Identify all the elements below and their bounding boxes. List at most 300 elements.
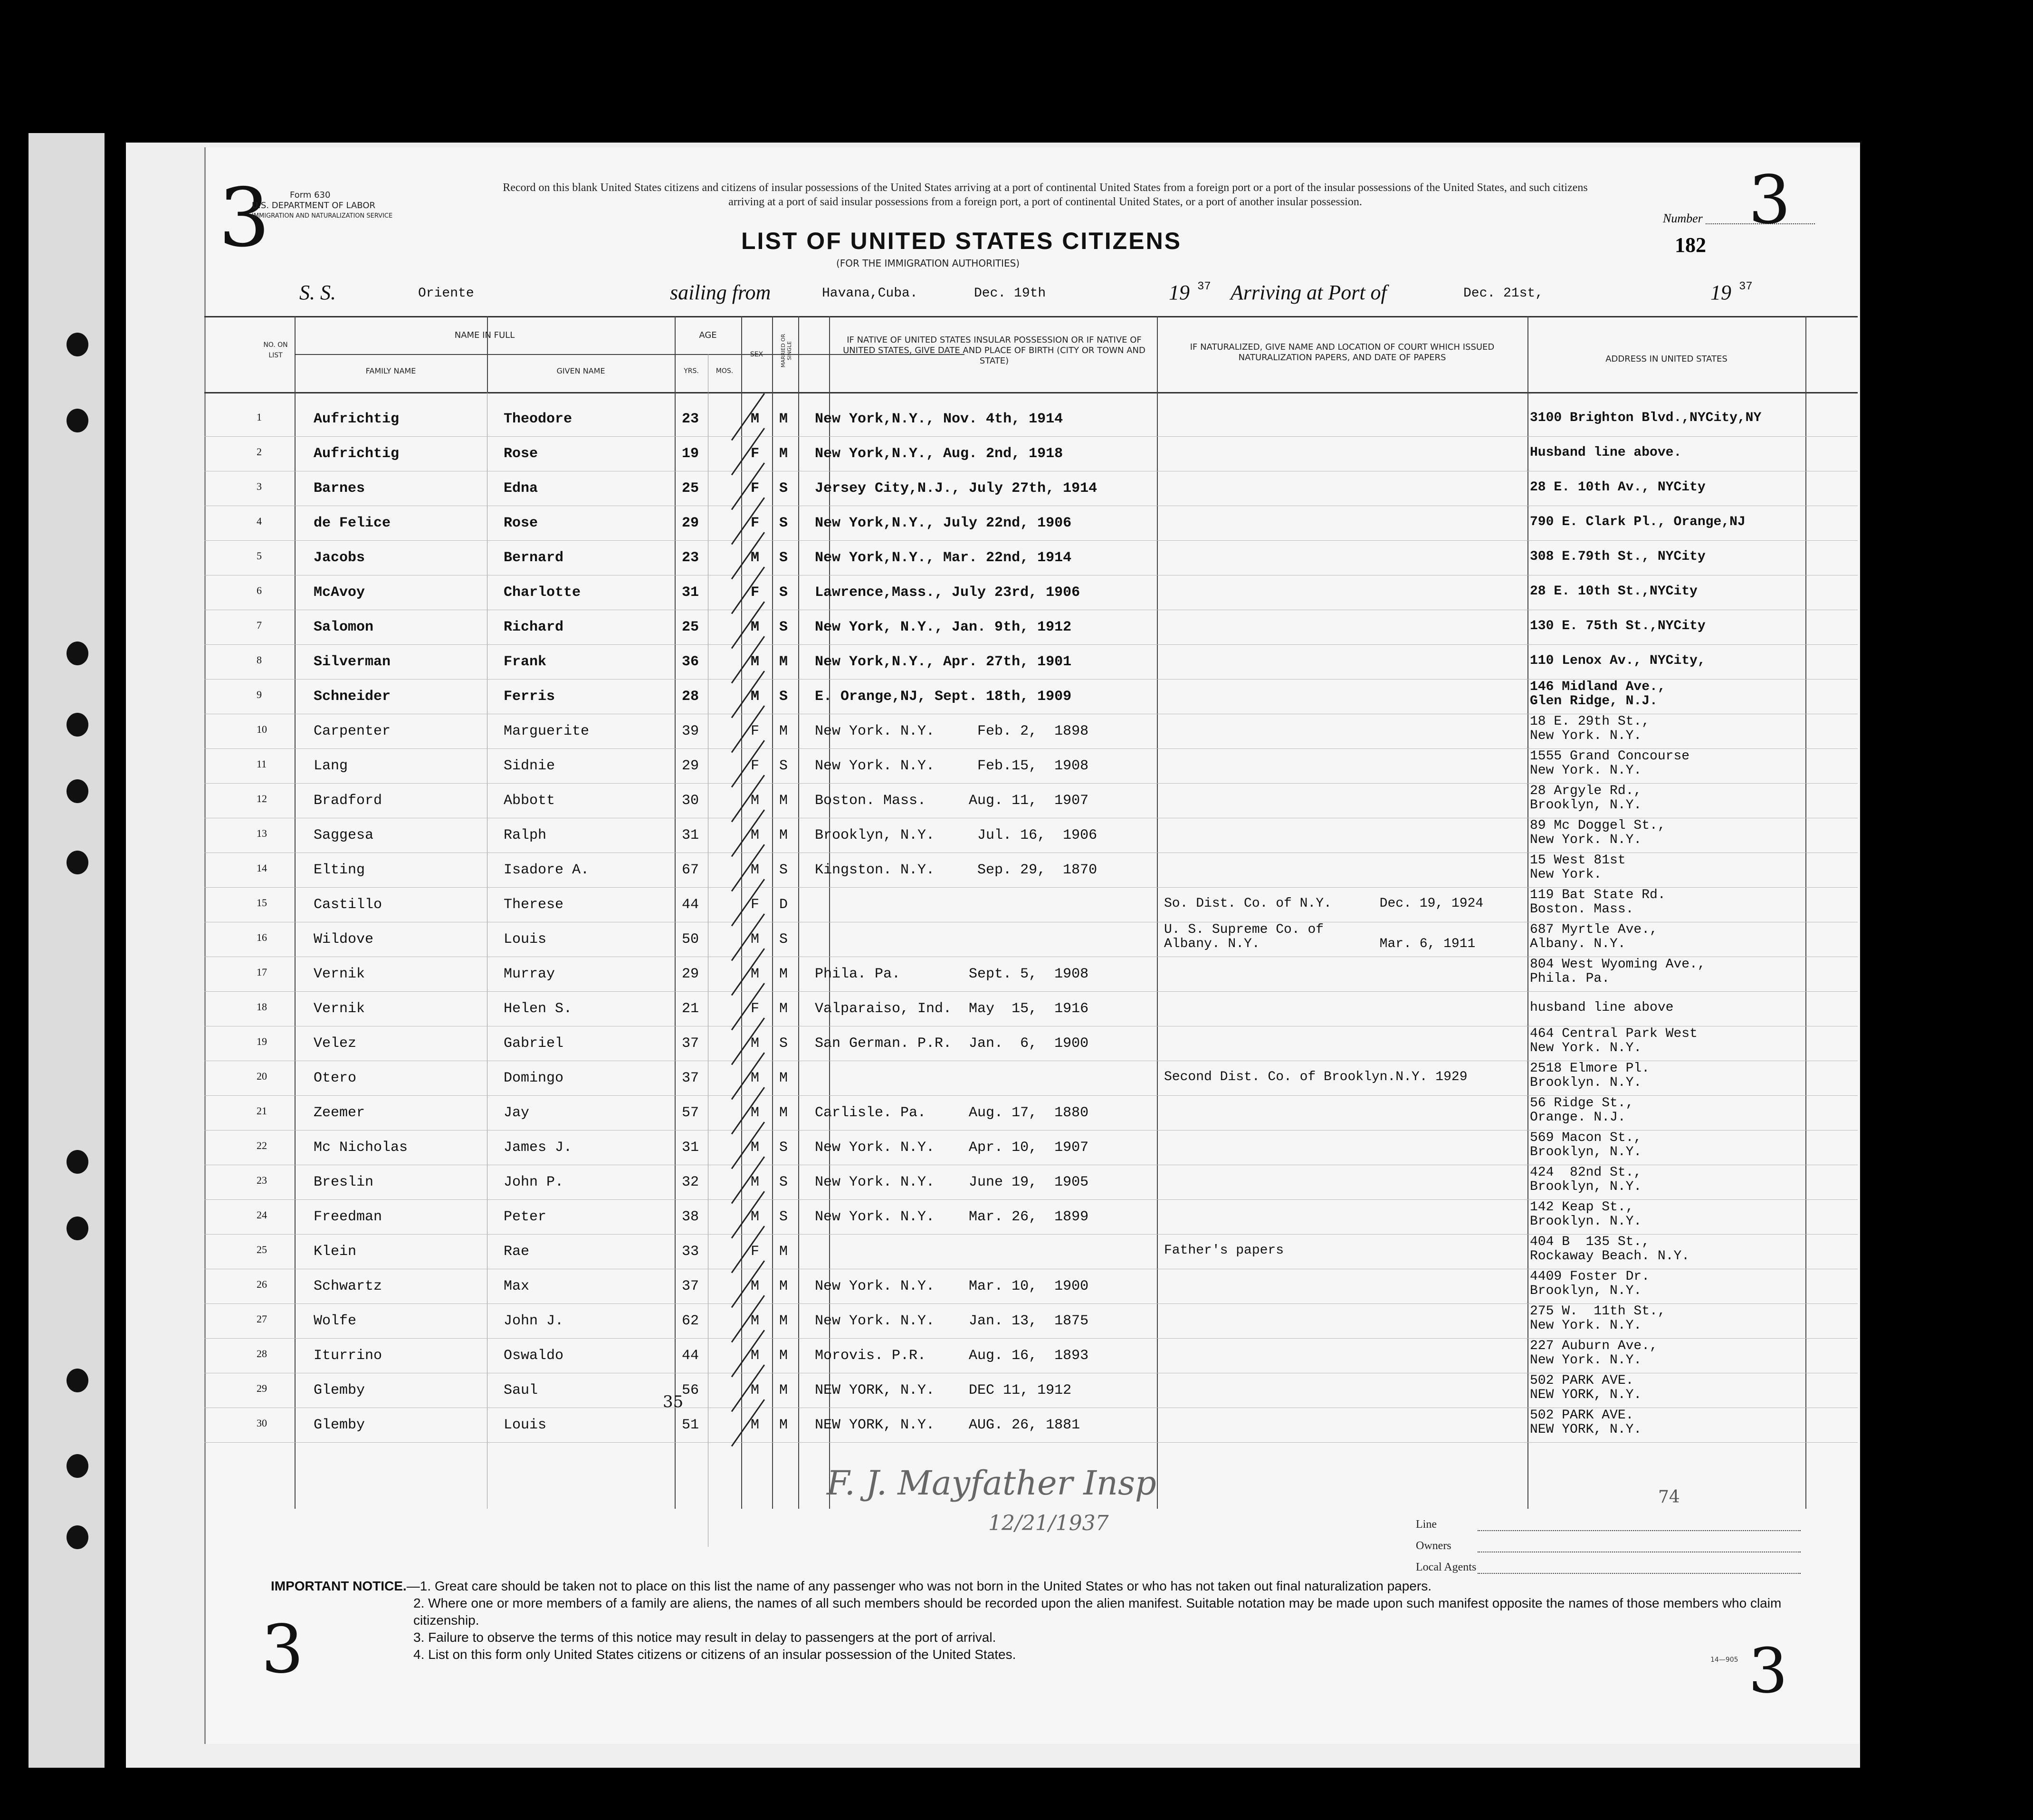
- family-name: Iturrino: [314, 1348, 382, 1364]
- birth-place-date: New York. N.Y. June 19, 1905: [815, 1174, 1089, 1190]
- sex: M: [751, 1313, 760, 1329]
- address: 89 Mc Doggel St., New York. N.Y.: [1530, 818, 1666, 847]
- given-name: John P.: [504, 1174, 564, 1190]
- birth-place-date: New York. N.Y. Feb.15, 1908: [815, 758, 1089, 774]
- row-number: 10: [257, 723, 267, 735]
- address: 227 Auburn Ave., New York. N.Y.: [1530, 1339, 1658, 1368]
- given-name: Ferris: [504, 689, 555, 705]
- birth-place-date: San German. P.R. Jan. 6, 1900: [815, 1035, 1089, 1052]
- binder-hole: [67, 333, 88, 356]
- given-name: Abbott: [504, 793, 555, 809]
- form-issuer: Form 630 U.S. DEPARTMENT OF LABOR IMMIGRATION AND NATURALIZATION SERVICE: [252, 190, 393, 220]
- birth-place-date: Jersey City,N.J., July 27th, 1914: [815, 480, 1098, 497]
- address: 28 E. 10th St.,NYCity: [1530, 584, 1698, 599]
- sex: F: [751, 446, 760, 462]
- marital-status: M: [779, 966, 788, 982]
- header-name-full: NAME IN FULL: [454, 330, 515, 340]
- age-correction: 35: [663, 1392, 684, 1411]
- marital-status: M: [779, 793, 788, 809]
- family-name: Vernik: [314, 966, 365, 982]
- family-name: Breslin: [314, 1174, 374, 1190]
- marital-status: S: [779, 480, 788, 497]
- line-field: [1478, 1530, 1801, 1531]
- age-years: 32: [682, 1174, 699, 1190]
- row-number: 21: [257, 1105, 267, 1117]
- page-subtitle: (FOR THE IMMIGRATION AUTHORITIES): [836, 258, 1020, 269]
- sex: M: [751, 1417, 760, 1433]
- row-rule: [204, 436, 1858, 437]
- binder-strip: [29, 133, 105, 1768]
- number-label: Number: [1663, 211, 1703, 225]
- given-name: Charlotte: [504, 584, 581, 601]
- given-name: Rose: [504, 515, 538, 531]
- age-years: 39: [682, 723, 699, 739]
- address: 110 Lenox Av., NYCity,: [1530, 653, 1706, 668]
- important-notice: IMPORTANT NOTICE.—1. Great care should be taken not to place on this list the name of any passenger who was not born in the United States or who has not taken out final naturalization papers. 2. Where one or more members of a family are aliens, the names of all such members should be recorded upon the alien manifest. Suitable notation may be made upon such manifest opposite the names of those members who claim citizenship. 3. Failure to observe the terms of this notice may result in delay to passengers at the port of arrival. 4. List on this form only United States citizens or citizens of an insular possession of the United States.: [271, 1579, 1782, 1662]
- address: 18 E. 29th St., New York. N.Y.: [1530, 714, 1650, 743]
- family-name: Klein: [314, 1244, 357, 1260]
- arrival-year-prefix: 19: [1710, 281, 1731, 304]
- date-note: 12/21/1937: [988, 1511, 1109, 1535]
- binder-hole: [67, 713, 88, 737]
- age-years: 23: [682, 550, 699, 566]
- age-years: 51: [682, 1417, 699, 1433]
- binder-hole: [67, 1454, 88, 1478]
- row-number: 2: [257, 446, 262, 458]
- header-family: FAMILY NAME: [365, 366, 416, 375]
- row-number: 18: [257, 1001, 267, 1013]
- birth-place-date: New York,N.Y., July 22nd, 1906: [815, 515, 1072, 531]
- address: 3100 Brighton Blvd.,NYCity,NY: [1530, 411, 1762, 425]
- family-name: Elting: [314, 862, 365, 878]
- row-number: 1: [257, 411, 262, 423]
- age-years: 29: [682, 966, 699, 982]
- birth-place-date: New York, N.Y., Jan. 9th, 1912: [815, 619, 1072, 635]
- family-name: Schneider: [314, 689, 391, 705]
- given-name: Saul: [504, 1382, 538, 1399]
- year-prefix: 19: [1169, 281, 1190, 304]
- given-name: Frank: [504, 654, 547, 670]
- birth-place-date: New York. N.Y. Jan. 13, 1875: [815, 1313, 1089, 1329]
- binder-hole: [67, 779, 88, 803]
- given-name: Jay: [504, 1105, 530, 1121]
- row-number: 30: [257, 1417, 267, 1429]
- marital-status: M: [779, 1313, 788, 1329]
- age-years: 50: [682, 931, 699, 948]
- row-number: 22: [257, 1140, 267, 1151]
- form-instruction: Record on this blank United States citizens and citizens of insular possessions of the United States arriving at a port of continental United States from a foreign port or a port of the insular possessions of the United States, and such citizens arriving at a port of said insular possessions from a foreign port, a port of continental United States, or a port of another insular possession.: [503, 182, 1588, 208]
- row-number: 11: [257, 758, 267, 770]
- marital-status: S: [779, 619, 788, 635]
- number-value: 3: [1748, 162, 1791, 239]
- header-no: NO. ON LIST: [263, 341, 288, 359]
- naturalization: U. S. Supreme Co. of Albany. N.Y. Mar. 6, 1911: [1164, 922, 1476, 951]
- marital-status: M: [779, 1244, 788, 1260]
- birth-place-date: New York. N.Y. Mar. 26, 1899: [815, 1209, 1089, 1225]
- row-number: 12: [257, 793, 267, 805]
- inspector-signature: F. J. Mayfather Insp: [827, 1464, 1156, 1503]
- row-rule: [204, 1442, 1858, 1443]
- family-name: Wolfe: [314, 1313, 357, 1329]
- age-years: 57: [682, 1105, 699, 1121]
- row-number: 9: [257, 689, 262, 700]
- address: 464 Central Park West New York. N.Y.: [1530, 1026, 1698, 1055]
- family-name: Saggesa: [314, 827, 374, 843]
- ss-label: S. S.: [299, 281, 336, 304]
- marital-status: M: [779, 1278, 788, 1294]
- sex: F: [751, 758, 760, 774]
- age-years: 19: [682, 446, 699, 462]
- ship-name: Oriente: [418, 286, 474, 301]
- family-name: Salomon: [314, 619, 374, 635]
- birth-place-date: Carlisle. Pa. Aug. 17, 1880: [815, 1105, 1089, 1121]
- header-birth: IF NATIVE OF UNITED STATES INSULAR POSSESSION OR IF NATIVE OF UNITED STATES, GIVE DATE AND PLACE OF BIRTH (CITY OR TOWN AND STATE): [843, 335, 1145, 366]
- family-name: Velez: [314, 1035, 357, 1052]
- given-name: Oswaldo: [504, 1348, 564, 1364]
- family-name: McAvoy: [314, 584, 365, 601]
- birth-place-date: New York,N.Y., Apr. 27th, 1901: [815, 654, 1072, 670]
- row-number: 13: [257, 827, 267, 839]
- sex: M: [751, 619, 760, 635]
- address: 4409 Foster Dr. Brooklyn, N.Y.: [1530, 1269, 1650, 1298]
- sex: F: [751, 480, 760, 497]
- header-age: AGE: [699, 330, 717, 340]
- sex: M: [751, 1174, 760, 1190]
- birth-place-date: New York. N.Y. Feb. 2, 1898: [815, 723, 1089, 739]
- birth-place-date: Phila. Pa. Sept. 5, 1908: [815, 966, 1089, 982]
- departure-year: 37: [1197, 280, 1211, 293]
- address: husband line above: [1530, 1000, 1674, 1015]
- family-name: Zeemer: [314, 1105, 365, 1121]
- row-rule: [204, 540, 1858, 541]
- given-name: Isadore A.: [504, 862, 590, 878]
- agents-field: [1478, 1573, 1801, 1574]
- row-number: 14: [257, 862, 267, 874]
- age-years: 31: [682, 1140, 699, 1156]
- address: 804 West Wyoming Ave., Phila. Pa.: [1530, 957, 1706, 986]
- header-sex: SEX: [750, 351, 764, 358]
- marital-status: S: [779, 1209, 788, 1225]
- age-years: 21: [682, 1001, 699, 1017]
- marital-status: M: [779, 1348, 788, 1364]
- given-name: Ralph: [504, 827, 547, 843]
- row-number: 20: [257, 1070, 267, 1082]
- sex: M: [751, 966, 760, 982]
- sex: F: [751, 515, 760, 531]
- marital-status: M: [779, 723, 788, 739]
- address: 56 Ridge St., Orange. N.J.: [1530, 1096, 1634, 1125]
- age-years: 67: [682, 862, 699, 878]
- age-years: 36: [682, 654, 699, 670]
- row-number: 3: [257, 480, 262, 492]
- row-number: 5: [257, 550, 262, 562]
- birth-place-date: New York,N.Y., Nov. 4th, 1914: [815, 411, 1063, 427]
- age-years: 29: [682, 758, 699, 774]
- birth-place-date: NEW YORK, N.Y. DEC 11, 1912: [815, 1382, 1072, 1399]
- row-number: 15: [257, 897, 267, 909]
- naturalization: Father's papers: [1164, 1243, 1284, 1258]
- age-years: 37: [682, 1278, 699, 1294]
- birth-place-date: E. Orange,NJ, Sept. 18th, 1909: [815, 689, 1072, 705]
- marital-status: M: [779, 1001, 788, 1017]
- given-name: Helen S.: [504, 1001, 573, 1017]
- arrival-date: Dec. 21st,: [1463, 286, 1544, 301]
- birth-place-date: New York. N.Y. Mar. 10, 1900: [815, 1278, 1089, 1294]
- birth-place-date: Valparaiso, Ind. May 15, 1916: [815, 1001, 1089, 1017]
- binder-hole: [67, 642, 88, 665]
- address: 502 PARK AVE. NEW YORK, N.Y.: [1530, 1373, 1642, 1402]
- sex: M: [751, 1348, 760, 1364]
- marital-status: S: [779, 1174, 788, 1190]
- departure-date: Dec. 19th: [974, 286, 1046, 301]
- binder-hole: [67, 1150, 88, 1174]
- address: 1555 Grand Concourse New York. N.Y.: [1530, 749, 1690, 778]
- row-number: 7: [257, 619, 262, 631]
- age-years: 28: [682, 689, 699, 705]
- birth-place-date: New York. N.Y. Apr. 10, 1907: [815, 1140, 1089, 1156]
- binder-hole: [67, 1525, 88, 1549]
- sex: M: [751, 1035, 760, 1052]
- age-years: 23: [682, 411, 699, 427]
- naturalization: So. Dist. Co. of N.Y. Dec. 19, 1924: [1164, 896, 1484, 911]
- given-name: Marguerite: [504, 723, 590, 739]
- birth-place-date: New York,N.Y., Aug. 2nd, 1918: [815, 446, 1063, 462]
- family-name: Castillo: [314, 897, 382, 913]
- family-name: Glemby: [314, 1382, 365, 1399]
- header-given: GIVEN NAME: [556, 366, 605, 375]
- sex: M: [751, 793, 760, 809]
- sex: M: [751, 550, 760, 566]
- birth-place-date: Brooklyn, N.Y. Jul. 16, 1906: [815, 827, 1098, 843]
- marital-status: M: [779, 827, 788, 843]
- marital-status: M: [779, 411, 788, 427]
- family-name: Vernik: [314, 1001, 365, 1017]
- address: 15 West 81st New York.: [1530, 853, 1626, 882]
- page-title: LIST OF UNITED STATES CITIZENS: [741, 228, 1182, 254]
- sailing-label: sailing from: [670, 281, 771, 304]
- family-name: Freedman: [314, 1209, 382, 1225]
- sex: M: [751, 1105, 760, 1121]
- address: 119 Bat State Rd. Boston. Mass.: [1530, 888, 1666, 917]
- age-years: 31: [682, 584, 699, 601]
- age-years: 56: [682, 1382, 699, 1399]
- header-naturalized: IF NATURALIZED, GIVE NAME AND LOCATION OF COURT WHICH ISSUED NATURALIZATION PAPERS, AND DATE OF PAPERS: [1190, 342, 1495, 363]
- family-name: Glemby: [314, 1417, 365, 1433]
- sex: F: [751, 1001, 760, 1017]
- arriving-label: Arriving at Port of: [1231, 281, 1387, 304]
- birth-place-date: Boston. Mass. Aug. 11, 1907: [815, 793, 1089, 809]
- marital-status: S: [779, 931, 788, 948]
- sex: M: [751, 1140, 760, 1156]
- arrival-year: 37: [1739, 280, 1753, 293]
- age-years: 38: [682, 1209, 699, 1225]
- right-mark: 3: [1748, 1635, 1788, 1707]
- row-number: 19: [257, 1035, 267, 1047]
- row-rule: [204, 644, 1858, 645]
- row-number: 16: [257, 931, 267, 943]
- stamp-number: 182: [1675, 233, 1706, 257]
- address: 28 Argyle Rd., Brooklyn, N.Y.: [1530, 784, 1642, 813]
- row-number: 28: [257, 1348, 267, 1360]
- address: 308 E.79th St., NYCity: [1530, 549, 1706, 564]
- given-name: Domingo: [504, 1070, 564, 1086]
- row-number: 25: [257, 1244, 267, 1255]
- sex: M: [751, 411, 760, 427]
- address: 142 Keap St., Brooklyn. N.Y.: [1530, 1200, 1642, 1229]
- owners-label: Owners: [1416, 1540, 1451, 1552]
- age-years: 31: [682, 827, 699, 843]
- sex: M: [751, 654, 760, 670]
- family-name: Mc Nicholas: [314, 1140, 408, 1156]
- family-name: Bradford: [314, 793, 382, 809]
- given-name: Peter: [504, 1209, 547, 1225]
- family-name: Jacobs: [314, 550, 365, 566]
- family-name: Carpenter: [314, 723, 391, 739]
- address: 424 82nd St., Brooklyn, N.Y.: [1530, 1165, 1642, 1194]
- age-years: 33: [682, 1244, 699, 1260]
- address: 146 Midland Ave., Glen Ridge, N.J.: [1530, 680, 1666, 709]
- marital-status: M: [779, 654, 788, 670]
- given-name: Rae: [504, 1244, 530, 1260]
- given-name: James J.: [504, 1140, 573, 1156]
- given-name: John J.: [504, 1313, 564, 1329]
- family-name: Lang: [314, 758, 348, 774]
- left-mark: 3: [261, 1611, 304, 1688]
- marital-status: S: [779, 515, 788, 531]
- family-name: Wildove: [314, 931, 374, 948]
- age-years: 62: [682, 1313, 699, 1329]
- row-number: 26: [257, 1278, 267, 1290]
- given-name: Louis: [504, 931, 547, 948]
- sex: M: [751, 1209, 760, 1225]
- given-name: Max: [504, 1278, 530, 1294]
- address: 687 Myrtle Ave., Albany. N.Y.: [1530, 922, 1658, 951]
- given-name: Therese: [504, 897, 564, 913]
- header-married: MARRIED OR SINGLE: [780, 334, 792, 368]
- row-rule: [204, 991, 1858, 992]
- binder-hole: [67, 409, 88, 432]
- marital-status: M: [779, 1417, 788, 1433]
- sex: M: [751, 1382, 760, 1399]
- row-number: 17: [257, 966, 267, 978]
- marital-status: S: [779, 689, 788, 705]
- naturalization: Second Dist. Co. of Brooklyn.N.Y. 1929: [1164, 1070, 1468, 1084]
- age-years: 25: [682, 480, 699, 497]
- age-years: 37: [682, 1035, 699, 1052]
- birth-place-date: Lawrence,Mass., July 23rd, 1906: [815, 584, 1080, 601]
- age-years: 25: [682, 619, 699, 635]
- sex: F: [751, 584, 760, 601]
- marital-status: M: [779, 1070, 788, 1086]
- given-name: Richard: [504, 619, 564, 635]
- header-address: ADDRESS IN UNITED STATES: [1605, 354, 1728, 364]
- given-name: Louis: [504, 1417, 547, 1433]
- row-number: 24: [257, 1209, 267, 1221]
- given-name: Bernard: [504, 550, 564, 566]
- given-name: Sidnie: [504, 758, 555, 774]
- age-years: 30: [682, 793, 699, 809]
- binder-hole: [67, 851, 88, 874]
- sex: F: [751, 1244, 760, 1260]
- row-number: 27: [257, 1313, 267, 1325]
- row-number: 8: [257, 654, 262, 666]
- agents-label: Local Agents: [1416, 1561, 1477, 1573]
- age-years: 37: [682, 1070, 699, 1086]
- family-name: Barnes: [314, 480, 365, 497]
- given-name: Rose: [504, 446, 538, 462]
- birth-place-date: Morovis. P.R. Aug. 16, 1893: [815, 1348, 1089, 1364]
- address: 502 PARK AVE. NEW YORK, N.Y.: [1530, 1408, 1642, 1437]
- age-years: 44: [682, 897, 699, 913]
- address: 569 Macon St., Brooklyn, N.Y.: [1530, 1130, 1642, 1159]
- binder-hole: [67, 1217, 88, 1240]
- sex: M: [751, 1278, 760, 1294]
- header-yrs: YRS.: [684, 367, 699, 375]
- given-name: Edna: [504, 480, 538, 497]
- birth-place-date: Kingston. N.Y. Sep. 29, 1870: [815, 862, 1098, 878]
- marital-status: M: [779, 446, 788, 462]
- family-name: Aufrichtig: [314, 411, 400, 427]
- page-ref: 74: [1658, 1487, 1680, 1507]
- sex: M: [751, 689, 760, 705]
- row-number: 6: [257, 584, 262, 596]
- family-name: Aufrichtig: [314, 446, 400, 462]
- family-name: Schwartz: [314, 1278, 382, 1294]
- row-number: 23: [257, 1174, 267, 1186]
- address: 790 E. Clark Pl., Orange,NJ: [1530, 515, 1746, 529]
- given-name: Theodore: [504, 411, 573, 427]
- header-mos: MOS.: [716, 367, 734, 375]
- sex: M: [751, 1070, 760, 1086]
- marital-status: S: [779, 1140, 788, 1156]
- departure-port: Havana,Cuba.: [822, 286, 918, 301]
- marital-status: D: [779, 897, 788, 913]
- age-years: 29: [682, 515, 699, 531]
- family-name: Silverman: [314, 654, 391, 670]
- print-code: 14—905: [1710, 1656, 1738, 1664]
- family-name: Otero: [314, 1070, 357, 1086]
- birth-place-date: NEW YORK, N.Y. AUG. 26, 1881: [815, 1417, 1080, 1433]
- corner-mark: 3: [219, 171, 270, 265]
- address: 2518 Elmore Pl. Brooklyn. N.Y.: [1530, 1061, 1650, 1090]
- address: 130 E. 75th St.,NYCity: [1530, 619, 1706, 633]
- given-name: Murray: [504, 966, 555, 982]
- line-label: Line: [1416, 1518, 1437, 1531]
- row-number: 29: [257, 1382, 267, 1394]
- row-number: 4: [257, 515, 262, 527]
- family-name: de Felice: [314, 515, 391, 531]
- address: 275 W. 11th St., New York. N.Y.: [1530, 1304, 1666, 1333]
- passenger-table: [204, 316, 1858, 1509]
- age-years: 44: [682, 1348, 699, 1364]
- binder-hole: [67, 1369, 88, 1392]
- marital-status: S: [779, 550, 788, 566]
- marital-status: S: [779, 758, 788, 774]
- sex: M: [751, 931, 760, 948]
- marital-status: S: [779, 1035, 788, 1052]
- sex: M: [751, 862, 760, 878]
- sex: F: [751, 723, 760, 739]
- sex: F: [751, 897, 760, 913]
- sex: M: [751, 827, 760, 843]
- given-name: Gabriel: [504, 1035, 564, 1052]
- address: 28 E. 10th Av., NYCity: [1530, 480, 1706, 495]
- marital-status: M: [779, 1382, 788, 1399]
- marital-status: S: [779, 584, 788, 601]
- marital-status: M: [779, 1105, 788, 1121]
- address: Husband line above.: [1530, 445, 1682, 460]
- marital-status: S: [779, 862, 788, 878]
